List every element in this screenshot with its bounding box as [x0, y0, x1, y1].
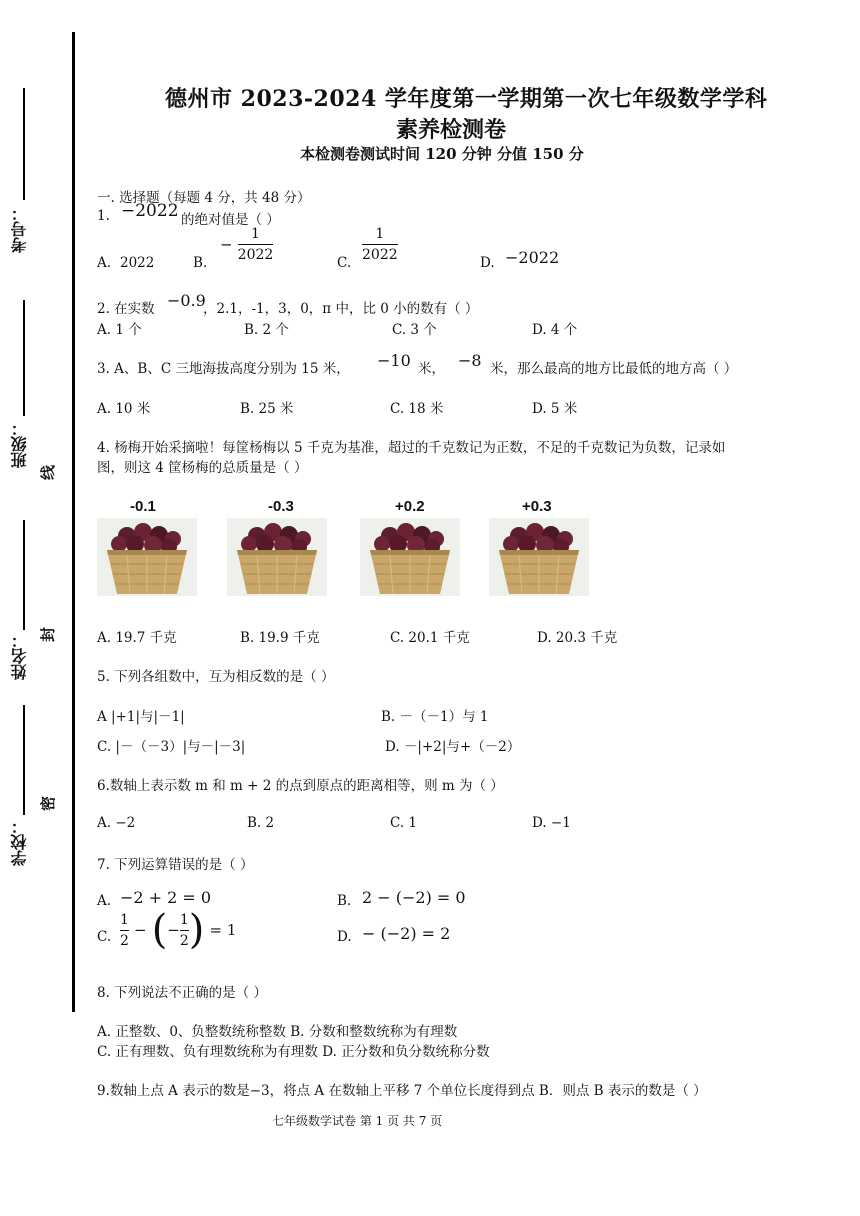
xuexiao-label: 学校：	[10, 818, 29, 866]
exam-title: 德州市 2023-2024 学年度第一学期第一次七年级数学学科	[165, 86, 768, 112]
q3-option-d: D. 5 米	[532, 401, 578, 417]
q9-stem: 9.数轴上点 A 表示的数是−3，将点 A 在数轴上平移 7 个单位长度得到点 B．则点 B 表示的数是（ ）	[97, 1083, 707, 1099]
q7-a-label: A.	[97, 893, 112, 909]
q5-option-a: A |+1|与|－1|	[97, 709, 185, 725]
kaohao-blank	[23, 88, 25, 200]
bayberry-basket-image-2	[227, 518, 327, 596]
q7-option-d: − (−2) = 2	[362, 924, 451, 943]
q5-option-d: D. －|+2|与+（－2）	[385, 739, 521, 755]
q7-stem: 7. 下列运算错误的是（ ）	[97, 857, 254, 873]
q3-value-2: −8	[458, 351, 482, 370]
q4-option-a: A. 19.7 千克	[97, 630, 177, 646]
q7-d-label: D.	[337, 929, 352, 945]
q4-option-b: B. 19.9 千克	[240, 630, 320, 646]
q1-b-fraction: − $\frac{1}{2022}$	[220, 226, 274, 263]
q1-prefix: 1.	[97, 208, 110, 224]
q2-option-b: B. 2 个	[244, 322, 289, 338]
q3-option-b: B. 25 米	[240, 401, 294, 417]
q4-option-d: D. 20.3 千克	[537, 630, 618, 646]
basket-3-label: +0.2	[395, 498, 425, 515]
binding-line	[72, 32, 75, 1012]
q7-option-b: 2 − (−2) = 0	[362, 888, 466, 907]
q3-value-1: −10	[377, 351, 411, 370]
exam-subtitle: 本检测卷测试时间 120 分钟 分值 150 分	[300, 145, 584, 163]
q2-option-a: A. 1 个	[97, 322, 142, 338]
q8-options-cd: C. 正有理数、负有理数统称为有理数 D. 正分数和负分数统称分数	[97, 1044, 490, 1060]
q1-expr: −2022	[121, 201, 179, 221]
basket-4-label: +0.3	[522, 498, 552, 515]
xingming-blank	[23, 520, 25, 630]
banji-label: 班级：	[10, 420, 29, 468]
bayberry-basket-image-4	[489, 518, 589, 596]
q7-option-a: −2 + 2 = 0	[120, 888, 212, 907]
page-footer: 七年级数学试卷 第 1 页 共 7 页	[272, 1114, 443, 1128]
bayberry-basket-image-3	[360, 518, 460, 596]
q2-expr: −0.9	[167, 291, 206, 310]
seal-mi: 密	[39, 795, 58, 812]
q1-c-label: C.	[337, 255, 352, 271]
q7-b-label: B.	[337, 893, 352, 909]
basket-1-label: -0.1	[130, 498, 156, 515]
kaohao-label: 考号：	[10, 205, 29, 253]
q4-option-c: C. 20.1 千克	[390, 630, 470, 646]
q5-option-b: B. －（－1）与 1	[381, 709, 489, 725]
xingming-label: 姓名：	[10, 632, 29, 680]
q2-stem: ，2.1，-1，3，0，π 中，比 0 小的数有（ ）	[203, 301, 479, 317]
q6-stem: 6.数轴上表示数 m 和 m + 2 的点到原点的距离相等，则 m 为（ ）	[97, 778, 504, 794]
q2-prefix: 2. 在实数	[97, 301, 155, 317]
exam-title-line2: 素养检测卷	[396, 117, 507, 143]
q2-option-c: C. 3 个	[392, 322, 437, 338]
bayberry-basket-image-1	[97, 518, 197, 596]
q4-stem-line2: 图，则这 4 筐杨梅的总质量是（ ）	[97, 460, 308, 476]
basket-2-label: -0.3	[268, 498, 294, 515]
q5-option-c: C. |－（－3）|与－|－3|	[97, 739, 246, 755]
q6-option-b: B. 2	[247, 815, 275, 831]
q6-option-c: C. 1	[390, 815, 418, 831]
q8-options-ab: A. 正整数、0、负整数统称整数 B. 分数和整数统称为有理数	[97, 1024, 458, 1040]
q7-option-c: $\frac{1}{2}$ − (− $\frac{1}{2}$ ) = 1	[120, 907, 237, 953]
q1-d-label: D.	[480, 255, 495, 271]
q3-option-c: C. 18 米	[390, 401, 444, 417]
q1-c-fraction: $\frac{1}{2022}$	[362, 226, 398, 263]
q5-stem: 5. 下列各组数中，互为相反数的是（ ）	[97, 669, 335, 685]
q6-option-d: D. −1	[532, 815, 571, 831]
q3-option-a: A. 10 米	[97, 401, 151, 417]
q4-stem-line1: 4. 杨梅开始采摘啦！每筐杨梅以 5 千克为基准，超过的千克数记为正数，不足的千克数记为负数，记录如	[97, 440, 726, 456]
seal-feng: 封	[39, 626, 58, 643]
section-heading: 一. 选择题（每题 4 分，共 48 分）	[97, 190, 311, 206]
q8-stem: 8. 下列说法不正确的是（ ）	[97, 985, 267, 1001]
q3-stem-a: 3. A、B、C 三地海拔高度分别为 15 米，	[97, 361, 350, 377]
q1-a-label: A.	[97, 255, 112, 271]
q3-stem-c: 米，那么最高的地方比最低的地方高（ ）	[490, 361, 738, 377]
q1-a: 2022	[120, 255, 155, 271]
xuexiao-blank	[23, 705, 25, 815]
q3-stem-b: 米，	[418, 361, 445, 377]
q1-b-label: B.	[193, 255, 208, 271]
q1-stem: 的绝对值是（ ）	[181, 212, 280, 228]
banji-blank	[23, 300, 25, 416]
q7-c-label: C.	[97, 929, 112, 945]
q6-option-a: A. −2	[97, 815, 136, 831]
q2-option-d: D. 4 个	[532, 322, 578, 338]
seal-xian: 线	[39, 464, 58, 481]
q1-d: −2022	[505, 248, 560, 267]
